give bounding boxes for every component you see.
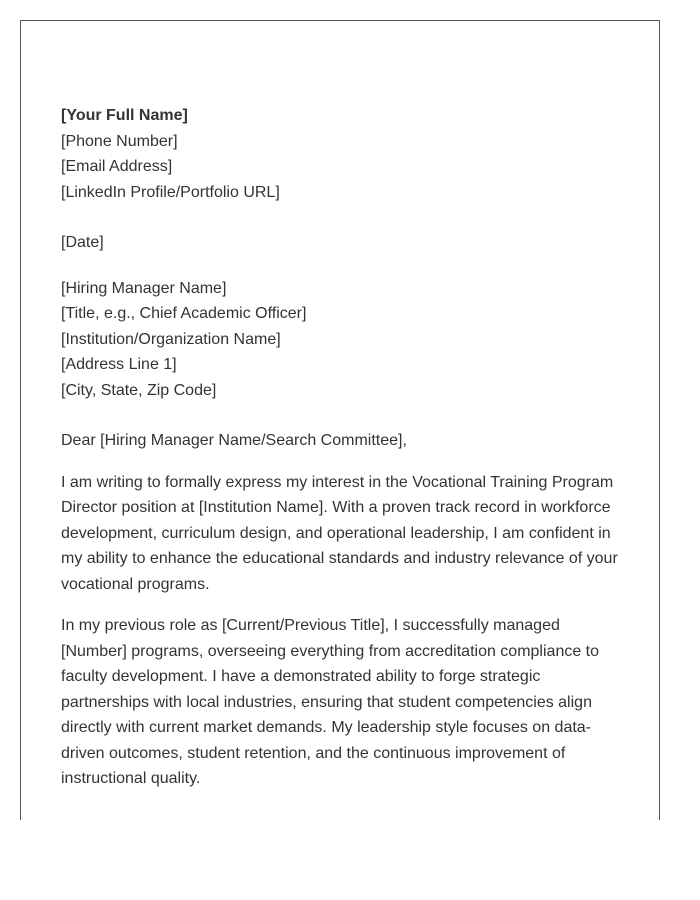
sender-name: [Your Full Name] xyxy=(61,107,188,124)
sender-block xyxy=(61,103,627,205)
recipient-city-state-zip: [City, State, Zip Code] xyxy=(61,381,217,399)
recipient-name: [Hiring Manager Name] xyxy=(61,279,227,297)
salutation: Dear [Hiring Manager Name/Search Committee], xyxy=(61,432,407,449)
letter-body xyxy=(61,103,627,792)
sender-phone: [Phone Number] xyxy=(61,132,178,150)
body-paragraph-1: I am writing to formally express my interest in the Vocational Training Program Director position at [Institution Name]. With a proven track record in workforce development, curriculum design, and operational leadership, I am confident in my ability to enhance the educational standards and industry relevance of your vocational programs. xyxy=(61,473,618,593)
spacer xyxy=(61,403,627,428)
recipient-block xyxy=(61,276,627,404)
spacer xyxy=(61,256,627,276)
spacer xyxy=(61,205,627,230)
letter-page xyxy=(20,20,660,820)
recipient-organization: [Institution/Organization Name] xyxy=(61,330,281,348)
body-paragraph-2: In my previous role as [Current/Previous Title], I successfully managed [Number] programs, overseeing everything from accreditation compliance to faculty development. I have a demonstrated ability to forge strategic partnerships with local industries, ensuring that student competencies align directly with current market demands. My leadership style focuses on data-driven outcomes, student retention, and the continuous improvement of instructional quality. xyxy=(61,617,600,787)
sender-email: [Email Address] xyxy=(61,158,173,175)
sender-profile-url: [LinkedIn Profile/Portfolio URL] xyxy=(61,183,280,201)
recipient-address-line-1: [Address Line 1] xyxy=(61,356,177,373)
recipient-title: [Title, e.g., Chief Academic Officer] xyxy=(61,305,307,322)
letter-date: [Date] xyxy=(61,234,104,251)
